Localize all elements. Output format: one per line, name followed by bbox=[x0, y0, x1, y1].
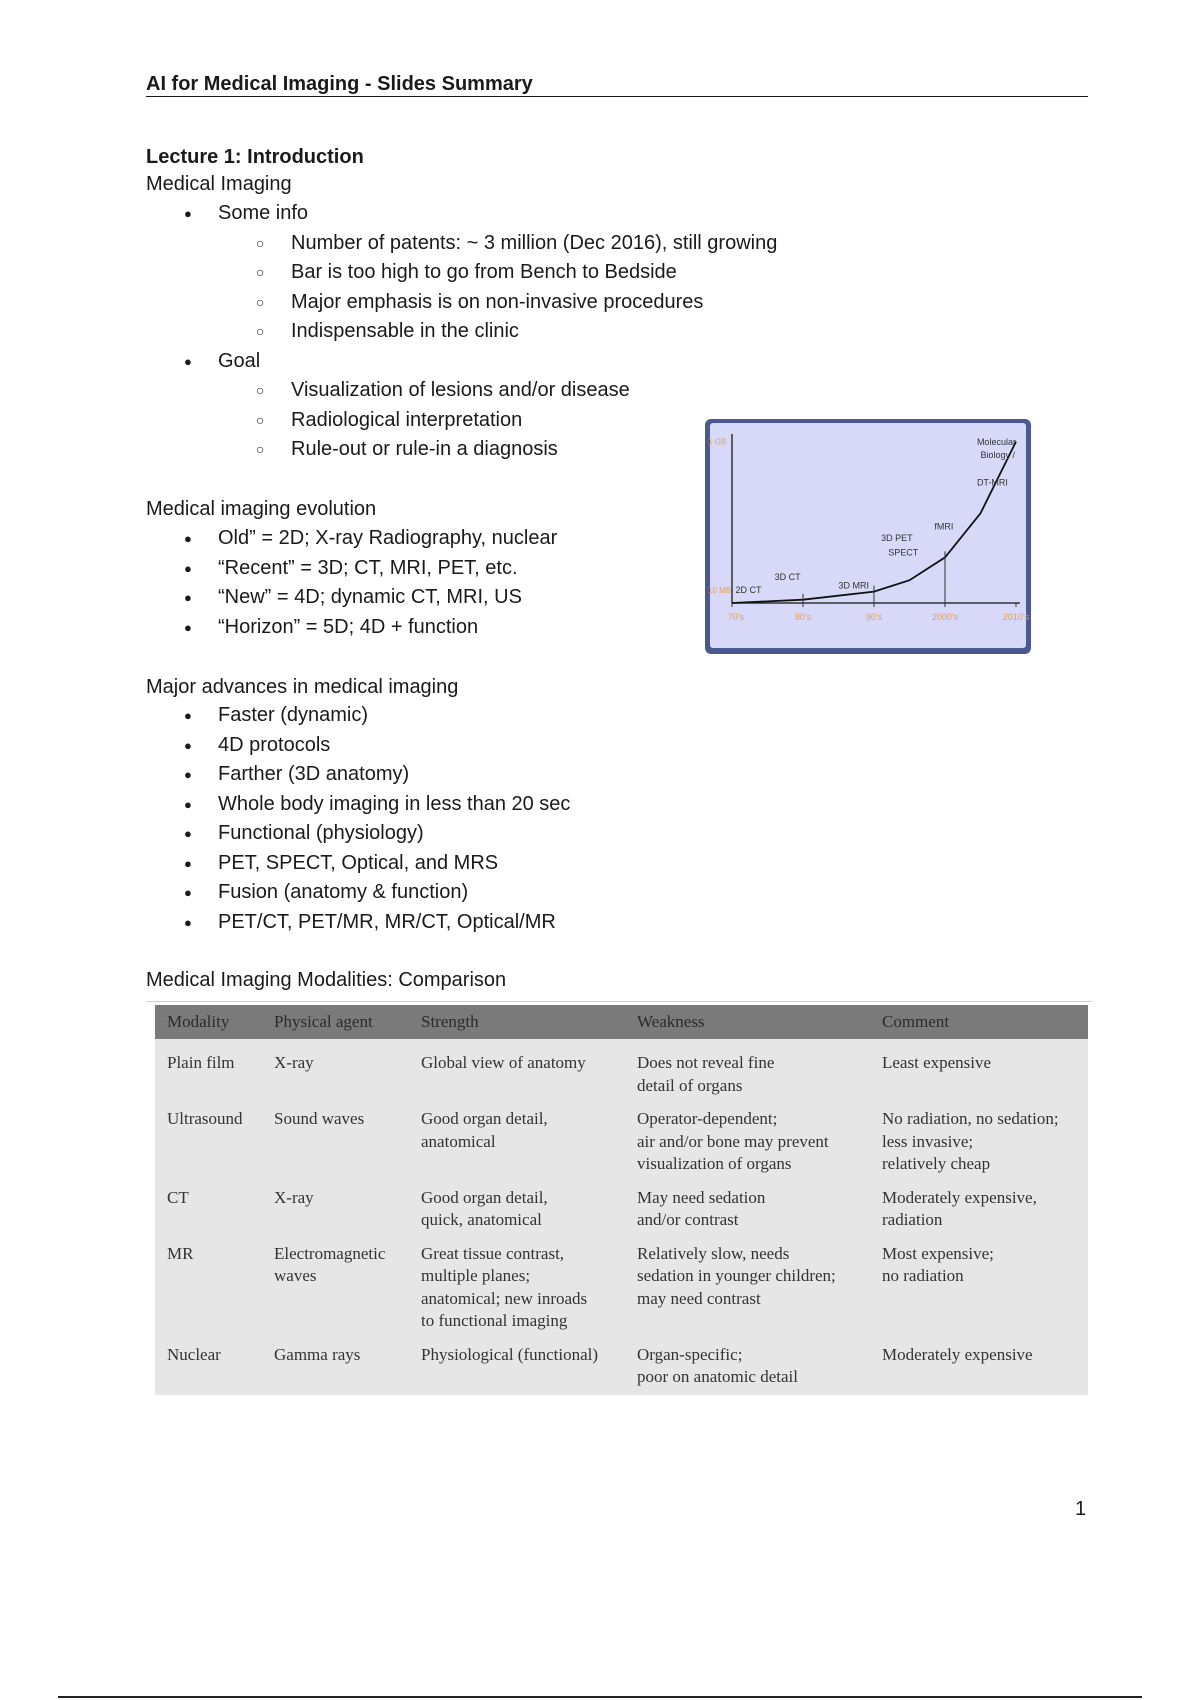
chart-annotation: 3D MRI bbox=[838, 580, 870, 591]
list-item: ● Fusion (anatomy & function) bbox=[146, 878, 746, 908]
cell-weakness bbox=[625, 1103, 870, 1182]
cell-text: X-ray bbox=[274, 1053, 314, 1072]
cell-strength bbox=[409, 1339, 625, 1395]
document-title: AI for Medical Imaging - Slides Summary bbox=[146, 72, 1088, 97]
cell-text: Physiological (functional) bbox=[421, 1344, 599, 1364]
evolution-list bbox=[146, 524, 646, 642]
cell-text: quick, anatomical bbox=[421, 1210, 542, 1229]
chart-x-tick-label: 80's bbox=[794, 612, 812, 622]
cell-text: Good organ detail, bbox=[421, 1187, 548, 1207]
cell-strength bbox=[409, 1238, 625, 1339]
cell-text: poor on anatomic detail bbox=[637, 1367, 798, 1386]
cell-strength bbox=[409, 1182, 625, 1238]
cell-agent bbox=[262, 1238, 409, 1339]
cell-text: Sound waves bbox=[274, 1109, 365, 1128]
column-header-modality: Modality bbox=[155, 1005, 262, 1039]
cell-text: Global view of anatomy bbox=[421, 1053, 586, 1072]
cell-modality bbox=[155, 1339, 262, 1395]
list-item: ○ Bar is too high to go from Bench to Bedside bbox=[146, 258, 746, 288]
chart-annotation: fMRI bbox=[934, 521, 954, 532]
cell-modality bbox=[155, 1103, 262, 1182]
advances-list bbox=[146, 701, 746, 937]
column-header-comment: Comment bbox=[870, 1005, 1088, 1039]
cell-text: No radiation, no sedation; bbox=[882, 1109, 1059, 1128]
cell-weakness bbox=[625, 1238, 870, 1339]
section-heading-medical-imaging: Medical Imaging bbox=[146, 173, 292, 195]
section-heading-advances: Major advances in medical imaging bbox=[146, 676, 459, 698]
chart-svg bbox=[704, 418, 1032, 655]
chart-x-tick-label: 2010's bbox=[1002, 612, 1030, 622]
table-row bbox=[155, 1339, 1088, 1395]
cell-comment bbox=[870, 1238, 1088, 1339]
cell-text: visualization of organs bbox=[637, 1154, 792, 1173]
cell-text: multiple planes; bbox=[421, 1266, 531, 1285]
cell-text: no radiation bbox=[882, 1266, 964, 1285]
list-item: ● PET, SPECT, Optical, and MRS bbox=[146, 849, 746, 879]
table-spacer-cell bbox=[155, 1039, 1088, 1047]
cell-modality bbox=[155, 1047, 262, 1103]
cell-text: air and/or bone may prevent bbox=[637, 1131, 829, 1151]
list-item: ● “Horizon” = 5D; 4D + function bbox=[146, 613, 646, 643]
cell-weakness bbox=[625, 1182, 870, 1238]
list-item: ○ Visualization of lesions and/or disease bbox=[146, 376, 746, 406]
cell-text: detail of organs bbox=[637, 1075, 743, 1095]
cell-text: and/or contrast bbox=[637, 1210, 739, 1229]
chart-annotation: Biology / bbox=[980, 449, 1016, 460]
cell-comment bbox=[870, 1182, 1088, 1238]
table-row bbox=[155, 1103, 1088, 1182]
table-top-rule bbox=[146, 1001, 1092, 1002]
cell-text: Moderately expensive bbox=[882, 1344, 1033, 1364]
cell-text: Nuclear bbox=[167, 1344, 221, 1364]
cell-text: MR bbox=[167, 1243, 194, 1263]
modality-comparison-table bbox=[155, 1005, 1088, 1395]
medical-imaging-list bbox=[146, 199, 778, 465]
list-item: ● “New” = 4D; dynamic CT, MRI, US bbox=[146, 583, 646, 613]
cell-weakness bbox=[625, 1339, 870, 1395]
table-row bbox=[155, 1238, 1088, 1339]
cell-text: Does not reveal fine bbox=[637, 1053, 775, 1072]
cell-text: radiation bbox=[882, 1210, 943, 1229]
list-item bbox=[146, 347, 746, 377]
chart-annotation: SPECT bbox=[888, 547, 919, 558]
list-item: ● Farther (3D anatomy) bbox=[146, 760, 746, 790]
cell-comment bbox=[870, 1339, 1088, 1395]
column-header-strength: Strength bbox=[409, 1005, 625, 1039]
list-item: ● Functional (physiology) bbox=[146, 819, 746, 849]
page-number: 1 bbox=[1075, 1498, 1087, 1520]
cell-weakness bbox=[625, 1047, 870, 1103]
chart-x-tick-label: 2000's bbox=[931, 612, 959, 622]
list-item: ● Old” = 2D; X-ray Radiography, nuclear bbox=[146, 524, 646, 554]
cell-modality bbox=[155, 1182, 262, 1238]
table-spacer-row bbox=[155, 1039, 1088, 1047]
list-item: ● Faster (dynamic) bbox=[146, 701, 746, 731]
chart-annotation: 3D CT bbox=[774, 572, 801, 583]
column-header-physical-agent: Physical agent bbox=[262, 1005, 409, 1039]
cell-comment bbox=[870, 1047, 1088, 1103]
list-item: ○ Rule-out or rule-in a diagnosis bbox=[146, 435, 746, 465]
cell-text: Electromagnetic bbox=[274, 1243, 386, 1263]
cell-text: Plain film bbox=[167, 1053, 235, 1072]
chart-x-tick-label: 70's bbox=[727, 612, 745, 622]
chart-annotation: 3D PET bbox=[881, 533, 913, 544]
cell-text: May need sedation bbox=[637, 1187, 766, 1207]
list-item: ● 4D protocols bbox=[146, 731, 746, 761]
cell-modality bbox=[155, 1238, 262, 1339]
list-item: ○ Major emphasis is on non-invasive procedures bbox=[146, 288, 746, 318]
bottom-rule bbox=[58, 1696, 1142, 1698]
column-header-weakness: Weakness bbox=[625, 1005, 870, 1039]
cell-strength bbox=[409, 1103, 625, 1182]
goal-label: Goal bbox=[218, 349, 261, 372]
cell-text: Moderately expensive, bbox=[882, 1187, 1037, 1207]
section-heading-comparison: Medical Imaging Modalities: Comparison bbox=[146, 969, 507, 991]
cell-text: to functional imaging bbox=[421, 1311, 568, 1330]
cell-text: may need contrast bbox=[637, 1288, 761, 1308]
cell-agent bbox=[262, 1182, 409, 1238]
cell-text: sedation in younger children; bbox=[637, 1266, 836, 1285]
table-row bbox=[155, 1047, 1088, 1103]
cell-text: Organ-specific; bbox=[637, 1344, 743, 1364]
cell-text: Good organ detail, bbox=[421, 1109, 548, 1128]
some-info-label: Some info bbox=[218, 202, 309, 224]
cell-text: CT bbox=[167, 1187, 189, 1207]
table-body bbox=[155, 1039, 1088, 1395]
cell-text: relatively cheap bbox=[882, 1154, 991, 1173]
cell-text: X-ray bbox=[274, 1187, 314, 1207]
cell-text: anatomical bbox=[421, 1131, 496, 1151]
lecture-title: Lecture 1: Introduction bbox=[146, 146, 364, 168]
cell-text: Operator-dependent; bbox=[637, 1109, 778, 1128]
cell-agent bbox=[262, 1047, 409, 1103]
list-item bbox=[146, 199, 746, 229]
table-row bbox=[155, 1182, 1088, 1238]
cell-text: Relatively slow, needs bbox=[637, 1243, 790, 1263]
list-item: ● “Recent” = 3D; CT, MRI, PET, etc. bbox=[146, 554, 646, 584]
cell-text: Least expensive bbox=[882, 1053, 992, 1072]
list-item: ● Whole body imaging in less than 20 sec bbox=[146, 790, 746, 820]
chart-x-tick-label: 90's bbox=[865, 612, 883, 622]
section-heading-evolution: Medical imaging evolution bbox=[146, 498, 377, 520]
cell-comment bbox=[870, 1103, 1088, 1182]
chart-annotation: 2D CT bbox=[735, 585, 762, 596]
cell-text: waves bbox=[274, 1266, 317, 1285]
cell-agent bbox=[262, 1339, 409, 1395]
list-item: ● PET/CT, PET/MR, MR/CT, Optical/MR bbox=[146, 908, 746, 938]
chart-annotation: DT-MRI bbox=[976, 477, 1008, 488]
cell-agent bbox=[262, 1103, 409, 1182]
chart-y-tick-label: 10 MB bbox=[708, 585, 732, 595]
cell-text: Gamma rays bbox=[274, 1344, 361, 1364]
table-header-row bbox=[155, 1005, 1088, 1039]
imaging-evolution-chart bbox=[704, 418, 1032, 655]
cell-text: anatomical; new inroads bbox=[421, 1288, 588, 1308]
list-item: ○ Indispensable in the clinic bbox=[146, 317, 746, 347]
cell-strength bbox=[409, 1047, 625, 1103]
list-item: ○ Number of patents: ~ 3 million (Dec 2016), still growing bbox=[146, 229, 746, 259]
cell-text: Most expensive; bbox=[882, 1243, 994, 1263]
list-item: ○ Radiological interpretation bbox=[146, 406, 746, 436]
cell-text: Great tissue contrast, bbox=[421, 1243, 565, 1263]
chart-annotation: Molecular bbox=[976, 436, 1016, 447]
cell-text: Ultrasound bbox=[167, 1109, 243, 1128]
chart-y-tick-label: 1 GB bbox=[708, 437, 727, 447]
cell-text: less invasive; bbox=[882, 1131, 974, 1151]
